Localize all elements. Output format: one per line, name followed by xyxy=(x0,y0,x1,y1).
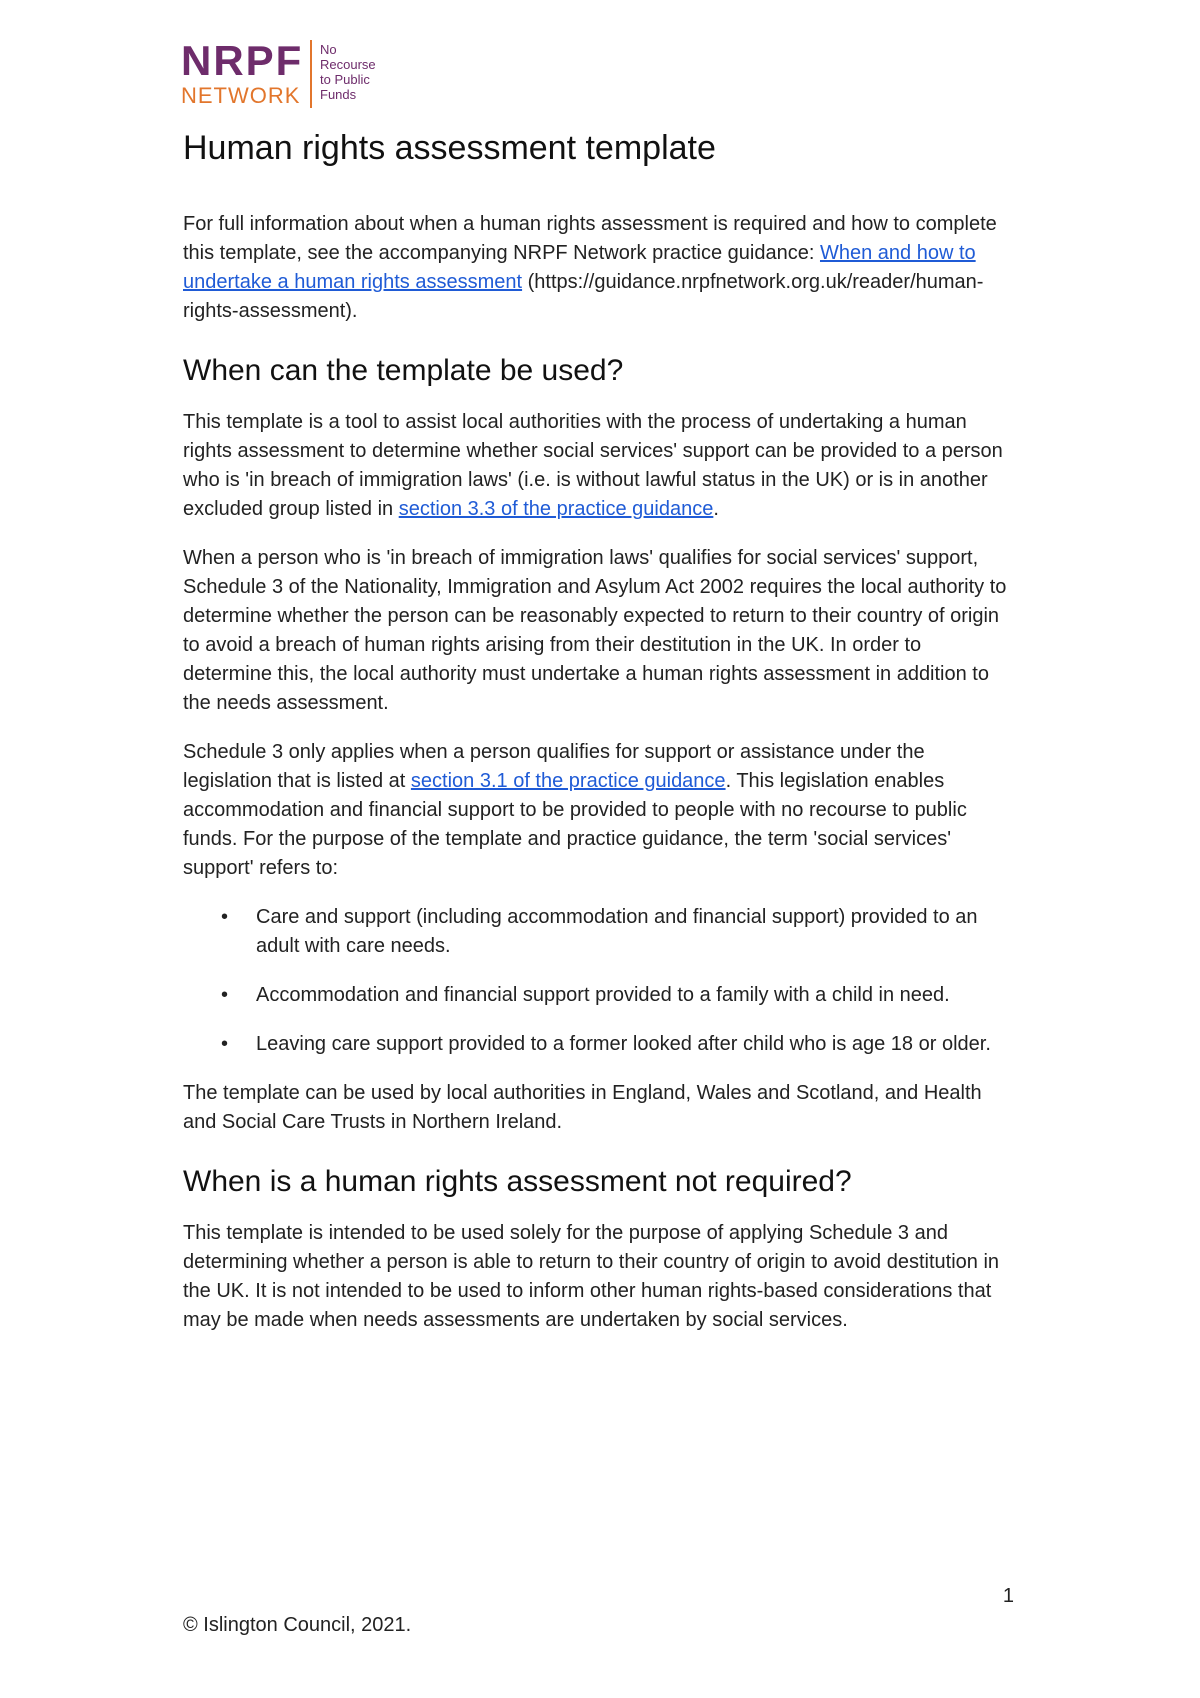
practice-guidance-link[interactable]: When and how to undertake a human rights assessment xyxy=(183,242,976,293)
bullet-icon: • xyxy=(221,1033,229,1055)
section-heading-when-used: When can the template be used? xyxy=(183,354,624,387)
list-item-text: Accommodation and financial support provided to a family with a child in need. xyxy=(256,984,950,1006)
list-item xyxy=(183,903,1013,961)
list-item xyxy=(183,981,1013,1010)
bullet-icon: • xyxy=(221,984,229,1006)
list-item-text: Care and support (including accommodation and financial support) provided to an adult with care needs. xyxy=(256,906,978,957)
logo-tagline-line: Recourse xyxy=(320,57,376,72)
logo-wordmark: NRPF xyxy=(181,37,304,84)
section-3-1-link[interactable]: section 3.1 of the practice guidance xyxy=(410,770,726,792)
paragraph: When a person who is 'in breach of immigration laws' qualifies for social services' support, Schedule 3 of the Nationality, Immigration and Asylum Act 2002 requires the local authority to determine whether the person can be reasonably expected to return to their country of origin to avoid a breach of human rights arising from their destitution in the UK. In order to determine this, the local authority must undertake a human rights assessment in addition to the needs assessment. xyxy=(183,547,1007,714)
logo-tagline xyxy=(320,42,376,102)
intro-text: For full information about when a human rights assessment is required and how to complete this template, see the accompanying NRPF Network practice guidance: xyxy=(183,213,997,264)
paragraph-text: . This legislation enables accommodation and financial support to be provided to people with no recourse to public funds. For the purpose of the template and practice guidance, the term 'social services' support' refers to: xyxy=(183,770,967,879)
intro-url-text: (https://guidance.nrpfnetwork.org.uk/reader/human-rights-assessment). xyxy=(183,271,984,322)
section-3-3-link[interactable]: section 3.3 of the practice guidance xyxy=(398,498,714,520)
list-item xyxy=(183,1030,1013,1059)
paragraph-text: Schedule 3 only applies when a person qualifies for support or assistance under the legislation that is listed at xyxy=(183,741,925,792)
paragraph xyxy=(183,738,1013,883)
logo-divider xyxy=(310,40,312,108)
bullet-icon: • xyxy=(221,906,229,928)
paragraph: The template can be used by local authorities in England, Wales and Scotland, and Health and Social Care Trusts in Northern Ireland. xyxy=(183,1082,982,1133)
list-item-text: Leaving care support provided to a former looked after child who is age 18 or older. xyxy=(256,1033,991,1055)
logo-network-text: NETWORK xyxy=(181,83,301,108)
logo-tagline-line: to Public xyxy=(320,72,370,87)
paragraph xyxy=(183,408,1013,524)
paragraph: This template is intended to be used solely for the purpose of applying Schedule 3 and determining whether a person is able to return to their country of origin to avoid destitution in the UK. It is not intended to be used to inform other human rights-based considerations that may be made when needs assessments are undertaken by social services. xyxy=(183,1222,1000,1331)
page-number: 1 xyxy=(1002,1585,1014,1607)
intro-paragraph xyxy=(183,210,1013,326)
logo-tagline-line: Funds xyxy=(320,87,357,102)
logo-tagline-line: No xyxy=(320,42,337,57)
page-title: Human rights assessment template xyxy=(183,129,716,167)
support-types-list xyxy=(183,903,1013,1059)
paragraph-text: This template is a tool to assist local authorities with the process of undertaking a human rights assessment to determine whether social services' support can be provided to a person who is 'in breach of immigration laws' (i.e. is without lawful status in the UK) or is in another excluded group listed in xyxy=(183,411,1003,520)
section-heading-not-required: When is a human rights assessment not required? xyxy=(183,1165,852,1198)
copyright-footer: © Islington Council, 2021. xyxy=(183,1614,412,1636)
paragraph-text: . xyxy=(713,498,719,520)
document-body xyxy=(183,126,1013,1355)
